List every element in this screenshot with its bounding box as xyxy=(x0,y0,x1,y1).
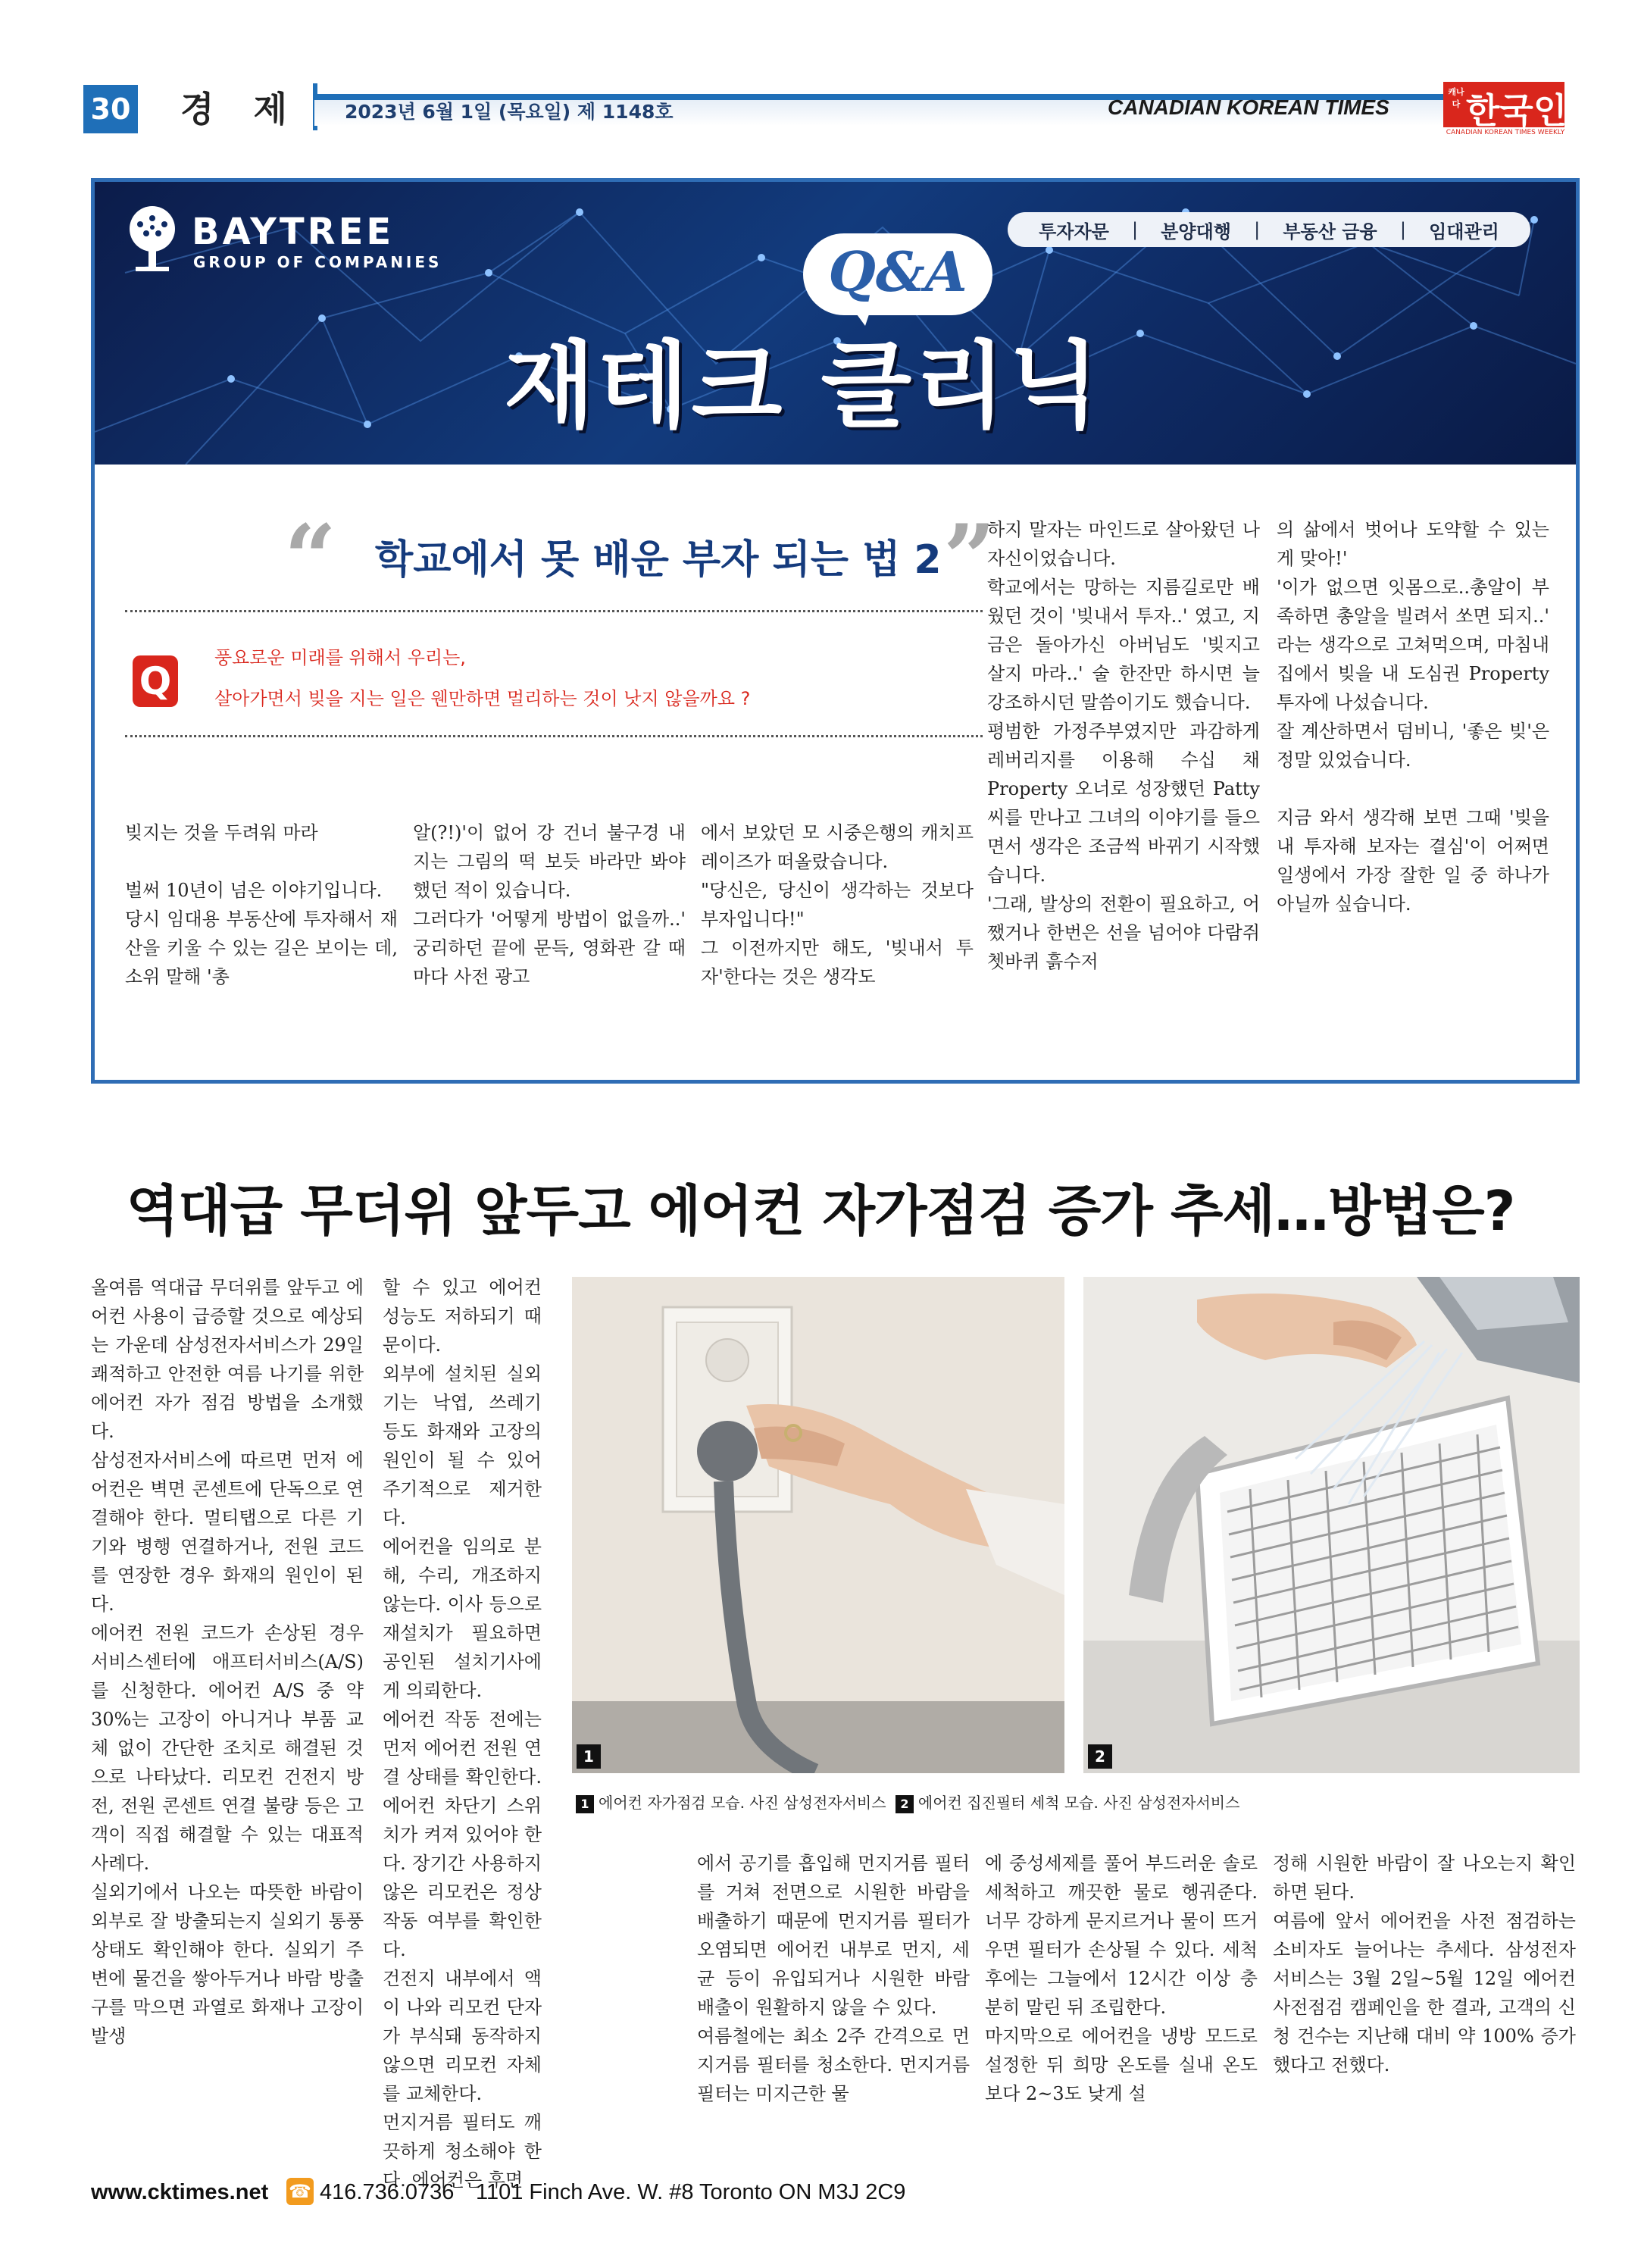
qa-headline xyxy=(216,505,1011,612)
article-paragraph: 에서 공기를 흡입해 먼지거름 필터를 거쳐 전면으로 시원한 바람을 배출하기 때문에 먼지거름 필터가 오염되면 에어컨 내부로 먼지, 세균 등이 유입되거나 시원한 바람 배출이 원활하지 않을 수 있다. xyxy=(697,1853,970,2018)
issue-date: 2023년 6월 1일 (목요일) 제 1148호 xyxy=(345,101,674,123)
qa-paragraph: '이가 없으면 잇몸으로..총알이 부족하면 총알을 빌려서 쏘면 되지..' 라는 생각으로 고쳐먹으며, 마침내 집에서 빚을 내 도심권 Property 투자에 나섰습니다. xyxy=(1277,577,1549,713)
photo-filter xyxy=(1083,1277,1580,1773)
article-paragraph: 실외기에서 나오는 따뜻한 바람이 외부로 잘 방출되는지 실외기 통풍 상태도 확인해야 한다. 실외기 주변에 물건을 쌓아두거나 바람 방출구를 막으면 과열로 화재나 고장이 발생 xyxy=(91,1882,364,2047)
qa-paragraph xyxy=(1277,774,1549,803)
qa-paragraph: 벌써 10년이 넘은 이야기입니다. xyxy=(125,880,383,901)
service-item: 분양대행 xyxy=(1161,221,1231,242)
qa-paragraph: 의 삶에서 벗어나 도약할 수 있는 게 맞아!' xyxy=(1277,519,1549,569)
logo-sub: CANADIAN KOREAN TIMES WEEKLY xyxy=(1446,129,1565,136)
qa-subhead: 빚지는 것을 두려워 마라 xyxy=(125,822,318,843)
article-paragraph: 에어컨 전원 코드가 손상된 경우 서비스센터에 애프터서비스(A/S)를 신청한다. 에어컨 A/S 중 약 30%는 고장이 아니거나 부품 교체 없이 간단한 조치로 해결된 것으로 나타났다. 리모컨 건전지 방전, 전원 콘센트 연결 불량 등은 고객이 직접 해결할 수 있는 대표적 사례다. xyxy=(91,1622,364,1874)
outlet-illustration xyxy=(572,1277,1064,1773)
dotted-rule xyxy=(125,610,983,612)
clinic-banner xyxy=(95,182,1576,465)
dotted-rule xyxy=(125,735,983,737)
qa-paragraph: 하지 말자는 마인드로 살아왔던 나 자신이었습니다. xyxy=(987,519,1260,569)
article-paragraph: 마지막으로 에어컨을 냉방 모드로 설정한 뒤 희망 온도를 실내 온도보다 2~3도 낮게 설 xyxy=(985,2026,1258,2104)
article-paragraph: 할 수 있고 에어컨 성능도 저하되기 때문이다. xyxy=(383,1277,542,1356)
page-number: 30 xyxy=(83,85,138,133)
qa-paragraph: 평범한 가정주부였지만 과감하게 레버리지를 이용해 수십 채 Property 오너로 성장했던 Patty씨를 만나고 그녀의 이야기를 들으면서 생각은 조금씩 바뀌기 시작했습니다. xyxy=(987,721,1260,886)
service-separator: | xyxy=(1131,219,1139,240)
article-title: 역대급 무더위 앞두고 에어컨 자가점검 증가 추세…방법은? xyxy=(126,1179,1515,1243)
qa-paragraph xyxy=(125,847,398,876)
photo-caption xyxy=(576,1791,1239,1813)
qa-paragraph: '그래, 발상의 전환이 필요하고, 어쨌거나 한번은 선을 넘어야 다람쥐 쳇바퀴 흙수저 xyxy=(987,893,1260,972)
photo-outlet xyxy=(572,1277,1064,1773)
qa-clinic-box xyxy=(91,178,1580,1084)
phone-icon: ☎ xyxy=(286,2178,314,2205)
close-quote-mark: ” xyxy=(943,505,996,612)
tree-icon xyxy=(117,203,187,273)
qa-paragraph: 학교에서는 망하는 지름길로만 배웠던 것이 '빚내서 투자..' 였고, 지금은 돌아가신 아버님도 '빚지고 살지 마라..' 술 한잔만 하시면 늘 강조하시던 말씀이기도 했습니다. xyxy=(987,577,1260,713)
article-paragraph: 에어컨 작동 전에는 먼저 에어컨 전원 연결 상태를 확인한다. 에어컨 차단기 스위치가 켜져 있어야 한다. 장기간 사용하지 않은 리모컨은 정상 작동 여부를 확인한다. xyxy=(383,1709,542,1960)
service-separator: | xyxy=(1399,219,1406,240)
question-mark-badge: Q xyxy=(133,655,178,707)
qa-paragraph: 그러다가 '어떻게 방법이 없을까..' 궁리하던 끝에 문득, 영화관 갈 때마다 사전 광고 xyxy=(413,909,686,987)
article-paragraph: 먼지거름 필터도 깨끗하게 청소해야 한다. 에어컨은 후면 xyxy=(383,2112,542,2191)
qa-paragraph: 잘 계산하면서 덤비니, '좋은 빚'은 정말 있었습니다. xyxy=(1277,721,1549,771)
footer-address: 1101 Finch Ave. W. #8 Toronto ON M3J 2C9 xyxy=(476,2180,906,2204)
qa-column-3 xyxy=(701,818,974,991)
paper-name: CANADIAN KOREAN TIMES xyxy=(1108,95,1389,119)
footer-website[interactable]: www.cktimes.net xyxy=(91,2180,269,2204)
article-paragraph: 올여름 역대급 무더위를 앞두고 에어컨 사용이 급증할 것으로 예상되는 가운데 삼성전자서비스가 29일 쾌적하고 안전한 여름 나기를 위한 에어컨 자가 점검 방법을 소개했다. xyxy=(91,1277,364,1442)
qa-paragraph: "당신은, 당신이 생각하는 것보다 부자입니다!" xyxy=(701,880,974,930)
services-bar xyxy=(1008,212,1530,247)
photo-number: 1 xyxy=(577,1744,601,1769)
section-title: 경 제 xyxy=(180,89,301,130)
service-item: 투자자문 xyxy=(1039,221,1109,242)
service-separator: | xyxy=(1254,219,1261,240)
article-paragraph: 삼성전자서비스에 따르면 먼저 에어컨은 벽면 콘센트에 단독으로 연결해야 한다. 멀티탭으로 다른 기기와 병행 연결하거나, 전원 코드를 연장한 경우 화재의 원인이 된다. xyxy=(91,1450,364,1615)
qa-column-4 xyxy=(987,515,1260,976)
qa-title: 학교에서 못 배운 부자 되는 법 2 xyxy=(375,537,942,583)
article-paragraph: 에 중성세제를 풀어 부드러운 솔로 세척하고 깨끗한 물로 헹궈준다. 너무 강하게 문지르거나 물이 뜨거우면 필터가 손상될 수 있다. 세척 후에는 그늘에서 12시간 이상 충분히 말린 뒤 조립한다. xyxy=(985,1853,1258,2018)
caption-text: 에어컨 자가점검 모습. 사진 삼성전자서비스 xyxy=(599,1794,886,1812)
footer-phone: 416.736.0736 xyxy=(320,2180,455,2204)
company-sub: GROUP OF COMPANIES xyxy=(193,253,442,271)
caption-number: 2 xyxy=(896,1795,914,1813)
question-line-1: 풍요로운 미래를 위해서 우리는, xyxy=(214,647,466,668)
logo-word: 한국인 xyxy=(1466,90,1568,131)
clinic-title: 재테크 클리닉 xyxy=(504,332,1102,441)
service-item: 임대관리 xyxy=(1429,221,1499,242)
service-item: 부동산 금융 xyxy=(1283,221,1377,242)
qa-paragraph: 그 이전까지만 해도, '빚내서 투자'한다는 것은 생각도 xyxy=(701,937,974,987)
article-column-3 xyxy=(697,1849,970,2108)
paper-logo xyxy=(1443,82,1568,141)
filter-illustration xyxy=(1083,1277,1580,1773)
article-column-4 xyxy=(985,1849,1258,2108)
question-line-2: 살아가면서 빚을 지는 일은 웬만하면 멀리하는 것이 낫지 않을까요 ? xyxy=(214,688,751,709)
article-paragraph: 건전지 내부에서 액이 나와 리모컨 단자가 부식돼 동작하지 않으면 리모컨 자체를 교체한다. xyxy=(383,1968,542,2104)
caption-number: 1 xyxy=(576,1795,594,1813)
qa-paragraph: 지금 와서 생각해 보면 그때 '빚을 내 투자해 보자는 결심'이 어쩌면 일생에서 가장 잘한 일 중 하나가 아닐까 싶습니다. xyxy=(1277,807,1549,915)
article-column-5 xyxy=(1273,1849,1576,2079)
article-column-1 xyxy=(91,1273,364,2051)
qa-column-5 xyxy=(1277,515,1549,918)
caption-text: 에어컨 집진필터 세척 모습. 사진 삼성전자서비스 xyxy=(917,1794,1240,1812)
article-paragraph: 정해 시원한 바람이 잘 나오는지 확인하면 된다. xyxy=(1273,1853,1576,1903)
open-quote-mark: “ xyxy=(284,505,337,612)
qa-paragraph: 알(?!)'이 없어 강 건너 불구경 내지는 그림의 떡 보듯 바라만 봐야 했던 적이 있습니다. xyxy=(413,822,686,901)
article-paragraph: 외부에 설치된 실외기는 낙엽, 쓰레기 등도 화재와 고장의 원인이 될 수 있어 주기적으로 제거한다. xyxy=(383,1363,542,1528)
article-column-2 xyxy=(383,1273,542,2194)
qa-column-1 xyxy=(125,818,398,991)
logo-tag: 캐나다 xyxy=(1448,87,1464,109)
company-name: BAYTREE xyxy=(192,211,395,253)
article-paragraph: 여름에 앞서 에어컨을 사전 점검하는 소비자도 늘어나는 추세다. 삼성전자서비스는 3월 2일~5월 12일 에어컨 사전점검 캠페인을 한 결과, 고객의 신청 건수는 지난해 대비 약 100% 증가했다고 전했다. xyxy=(1273,1910,1576,2076)
qa-paragraph: 에서 보았던 모 시중은행의 캐치프레이즈가 떠올랐습니다. xyxy=(701,822,974,872)
article-paragraph: 여름철에는 최소 2주 간격으로 먼지거름 필터를 청소한다. 먼지거름 필터는 미지근한 물 xyxy=(697,2026,970,2104)
qa-speech-bubble xyxy=(803,233,992,315)
qa-column-2 xyxy=(413,818,686,991)
qa-bubble-text: Q&A xyxy=(828,239,967,304)
baytree-logo xyxy=(117,203,451,286)
article-paragraph: 에어컨을 임의로 분해, 수리, 개조하지 않는다. 이사 등으로 재설치가 필요하면 공인된 설치기사에게 의뢰한다. xyxy=(383,1536,542,1701)
photo-number: 2 xyxy=(1088,1744,1112,1769)
qa-paragraph: 당시 임대용 부동산에 투자해서 재산을 키울 수 있는 길은 보이는 데, 소위 말해 '총 xyxy=(125,909,398,987)
